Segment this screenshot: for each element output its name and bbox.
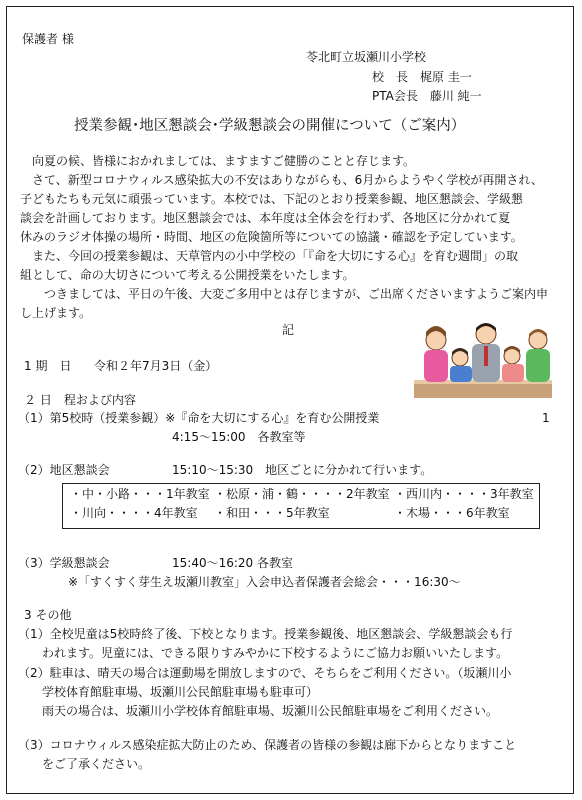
ki-mark: 記 bbox=[282, 323, 295, 337]
principal-name: 校 長 梶原 圭一 bbox=[372, 70, 472, 84]
other-line: （1）全校児童は5校時終了後、下校となります。授業参観後、地区懇談会、学級懇談会も行 bbox=[18, 627, 513, 641]
other-line: （2）駐車は、晴天の場合は運動場を開放しますので、そちらをご利用ください。（坂瀬川小 bbox=[18, 666, 512, 680]
schedule-item-3-label: （3）学級懇談会 bbox=[18, 556, 110, 570]
date-value: 令和２年7月3日（金） bbox=[94, 359, 218, 373]
family-illustration-icon bbox=[408, 318, 558, 400]
schedule-item-2-label: （2）地区懇談会 bbox=[18, 463, 110, 477]
schedule-item-3-note: ※「すくすく芽生え坂瀬川教室」入会申込者保護者会総会・・・16:30～ bbox=[68, 575, 461, 589]
schedule-item-1-time: 4:15～15:00 各教室等 bbox=[172, 430, 306, 444]
other-line: （3）コロナウィルス感染症拡大防止のため、保護者の皆様の参観は廊下からとなりますこと bbox=[18, 738, 517, 752]
intro-line: 組として、命の大切さについて考える公開授業をいたします。 bbox=[20, 268, 355, 282]
intro-line: 談会を計画しております。地区懇談会では、本年度は全体会を行わず、各地区に分かれて夏 bbox=[20, 211, 511, 225]
other-line: われます。児童には、できる限りすみやかに下校するようにご協力お願いいたします。 bbox=[18, 646, 509, 660]
location-item: ・和田・・・5年教室 bbox=[214, 506, 330, 520]
intro-line: 向夏の候、皆様におかれましては、ますますご健勝のことと存じます。 bbox=[20, 154, 416, 168]
location-item: ・松原・浦・鶴・・・・2年教室 bbox=[214, 487, 390, 501]
intro-line: さて、新型コロナウィルス感染拡大の不安はありながらも、6月からようやく学校が再開され、 bbox=[20, 173, 544, 187]
schedule-heading: ２ 日 程および内容 bbox=[24, 393, 136, 407]
schedule-item-1: （1）第5校時（授業参観）※『命を大切にする心』を育む公開授業 bbox=[18, 411, 380, 425]
intro-line: 休みのラジオ体操の場所・時間、地区の危険箇所等についての協議・確認を予定しています。 bbox=[20, 230, 523, 244]
addressee: 保護者 様 bbox=[22, 32, 74, 46]
other-line: をご了承ください。 bbox=[18, 757, 151, 771]
schedule-item-1-mark: 1 bbox=[542, 411, 550, 425]
location-item: ・西川内・・・・3年教室 bbox=[394, 487, 534, 501]
page-title: 授業参観･地区懇談会･学級懇談会の開催について（ご案内） bbox=[74, 118, 466, 134]
intro-line: 子どもたちも元気に頑張っています。本校では、下記のとおり授業参観、地区懇談会、学級懇 bbox=[20, 192, 524, 206]
other-line: 雨天の場合は、坂瀬川小学校体育館駐車場、坂瀬川公民館駐車場をご利用ください。 bbox=[18, 704, 499, 718]
schedule-item-3-time: 15:40～16:20 各教室 bbox=[172, 556, 293, 570]
intro-line: し上げます。 bbox=[20, 306, 92, 320]
pta-president-name: PTA会長 藤川 純一 bbox=[372, 89, 482, 103]
other-line: 学校体育館駐車場、坂瀬川公民館駐車場も駐車可） bbox=[18, 685, 319, 699]
date-label: 1 期 日 bbox=[24, 359, 72, 373]
school-name: 苓北町立坂瀬川小学校 bbox=[306, 50, 427, 64]
intro-line: また、今回の授業参観は、天草管内の小中学校の「『命を大切にする心』を育む週間」の取 bbox=[20, 249, 519, 263]
location-item: ・川向・・・・4年教室 bbox=[70, 506, 198, 520]
intro-line: つきましては、平日の午後、大変ご多用中とは存じますが、ご出席くださいますようご案内申 bbox=[20, 287, 549, 301]
location-item: ・中・小路・・・1年教室 bbox=[70, 487, 210, 501]
schedule-item-2-time: 15:10～15:30 地区ごとに分かれて行います。 bbox=[172, 463, 433, 477]
other-heading: 3 その他 bbox=[24, 608, 72, 622]
location-item: ・木場・・・6年教室 bbox=[394, 506, 510, 520]
